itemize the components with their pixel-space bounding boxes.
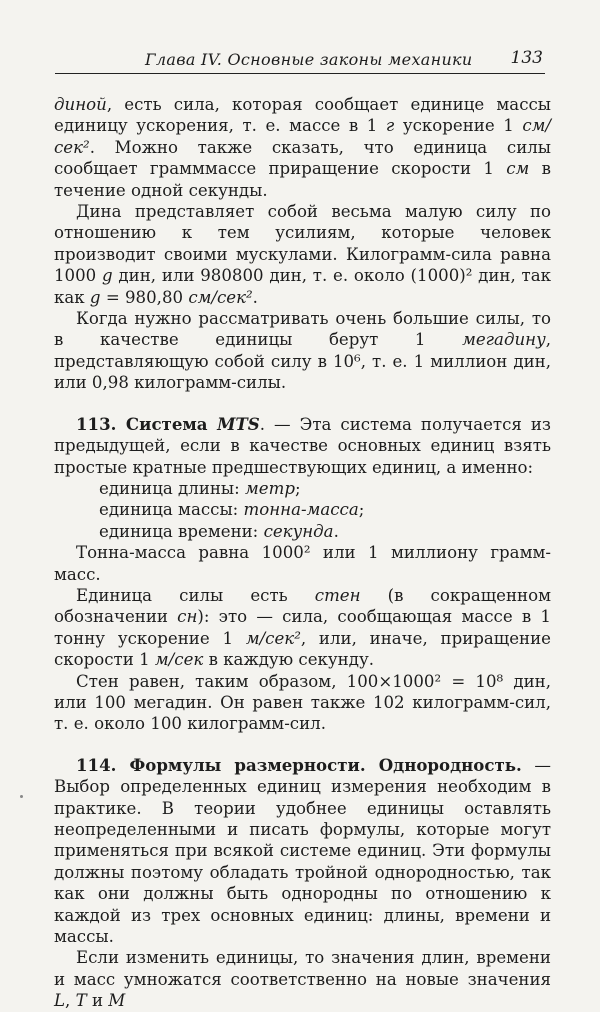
- text-run: .: [252, 287, 258, 307]
- list-item: [99, 521, 551, 542]
- list-item: [99, 478, 551, 499]
- chapter-title: Глава IV. Основные законы механики: [145, 50, 473, 69]
- paragraph: [54, 671, 551, 735]
- text-run: Тонна-масса равна 1000² или 1 миллиону грамм-масс.: [54, 543, 551, 584]
- text-run: Дина представляет собой весьма малую силу по отношению к тем усилиям, которые человек производит своими мускулами. Килограмм-сила равна 1000: [54, 202, 551, 286]
- margin-speck: [20, 795, 23, 798]
- text-run: — Выбор определенных единиц измерения необходим в практике. В теории удобнее единицы оставлять неопределенными и писать формулы, которые могут применяться при всякой системе единиц. Эти формулы должны поэтому обладать тройной однородностью, так как они должны быть однородны по отношению к каждой из трех основных единиц: длины, времени и массы.: [54, 755, 551, 947]
- text-run: ,: [65, 991, 76, 1011]
- text-run: и: [86, 991, 109, 1011]
- text-run: м/сек²: [245, 628, 301, 648]
- paragraph: [54, 94, 551, 201]
- list-item: [99, 499, 551, 520]
- text-run: г: [385, 116, 395, 136]
- text-run: сн: [177, 607, 198, 627]
- text-run: , представляющую собой силу в 10⁶, т. е. 1 миллион дин, или 0,98 килограмм-силы.: [54, 330, 551, 393]
- section-113: [54, 414, 551, 478]
- text-run: секунда: [263, 521, 334, 541]
- text-run: 114. Формулы размерности. Однородность.: [76, 754, 522, 775]
- text-run: = 980,80: [100, 287, 189, 307]
- text-run: g: [102, 266, 113, 286]
- text-run: . Можно также сказать, что единица силы сообщает грамммассе приращение скорости 1: [54, 137, 551, 179]
- text-run: . — Эта система получается из предыдущей, если в качестве основных единиц взять простые кратные предшествующих единиц, а именно:: [54, 414, 551, 477]
- text-run: см/сек²: [54, 116, 551, 157]
- text-run: единица времени:: [99, 521, 264, 541]
- page-body: [54, 94, 551, 1012]
- section-gap: [54, 735, 551, 755]
- text-run: ;: [358, 500, 365, 520]
- paragraph: [54, 201, 551, 308]
- paragraph: [54, 308, 551, 394]
- text-run: метр: [245, 478, 295, 498]
- text-run: Единица силы есть: [76, 585, 315, 605]
- text-run: ;: [294, 478, 301, 498]
- text-run: MTS: [217, 413, 260, 434]
- text-run: , или, иначе, приращение скорости 1: [54, 628, 551, 670]
- text-run: Стен равен, таким образом, 100×1000² = 10⁸ дин, или 100 мегадин. Он равен также 102 килограмм-сил, т. е. около 100 килограмм-сил.: [54, 671, 551, 734]
- paragraph: [54, 947, 551, 1011]
- text-run: ): это — сила, сообщающая массе в 1 тонну ускорение 1: [54, 607, 551, 648]
- text-run: Когда нужно рассматривать очень большие силы, то в качестве единицы берут 1: [54, 309, 551, 350]
- text-run: ускорение 1: [394, 116, 523, 136]
- paragraph: [54, 542, 551, 585]
- text-run: см: [506, 159, 530, 179]
- header-rule: [55, 73, 545, 74]
- text-run: g: [89, 287, 101, 307]
- text-run: в течение одной секунды.: [54, 159, 551, 200]
- text-run: мегадину: [462, 330, 546, 350]
- section-114: [54, 755, 551, 948]
- text-run: единица массы:: [99, 500, 244, 520]
- text-run: Если изменить единицы, то значения длин, времени и масс умножатся соответственно на новые значения: [54, 948, 551, 989]
- section-gap: [54, 394, 551, 414]
- text-run: тонна-масса: [243, 500, 359, 520]
- text-run: м/сек: [154, 650, 204, 670]
- text-run: .: [333, 521, 339, 541]
- text-run: T: [75, 991, 87, 1011]
- text-run: (в сокращенном обозначении: [54, 585, 551, 627]
- text-run: в каждую секунду.: [203, 650, 374, 670]
- running-header: [55, 43, 545, 75]
- text-run: единица длины:: [99, 478, 246, 498]
- text-run: см/сек²: [188, 287, 253, 307]
- paragraph: [54, 585, 551, 671]
- text-run: диной: [54, 95, 107, 114]
- text-run: дин, или 980800 дин, т. е. около (1000)² дин, так как: [54, 266, 551, 307]
- text-run: M: [108, 991, 126, 1011]
- text-run: 113. Система: [76, 413, 218, 434]
- page-number: 133: [510, 48, 543, 68]
- text-run: L: [54, 991, 66, 1011]
- unit-list: [54, 478, 551, 542]
- text-run: стен: [314, 585, 361, 605]
- text-run: , есть сила, которая сообщает единице массы единицу ускорения, т. е. массе в 1: [54, 95, 551, 136]
